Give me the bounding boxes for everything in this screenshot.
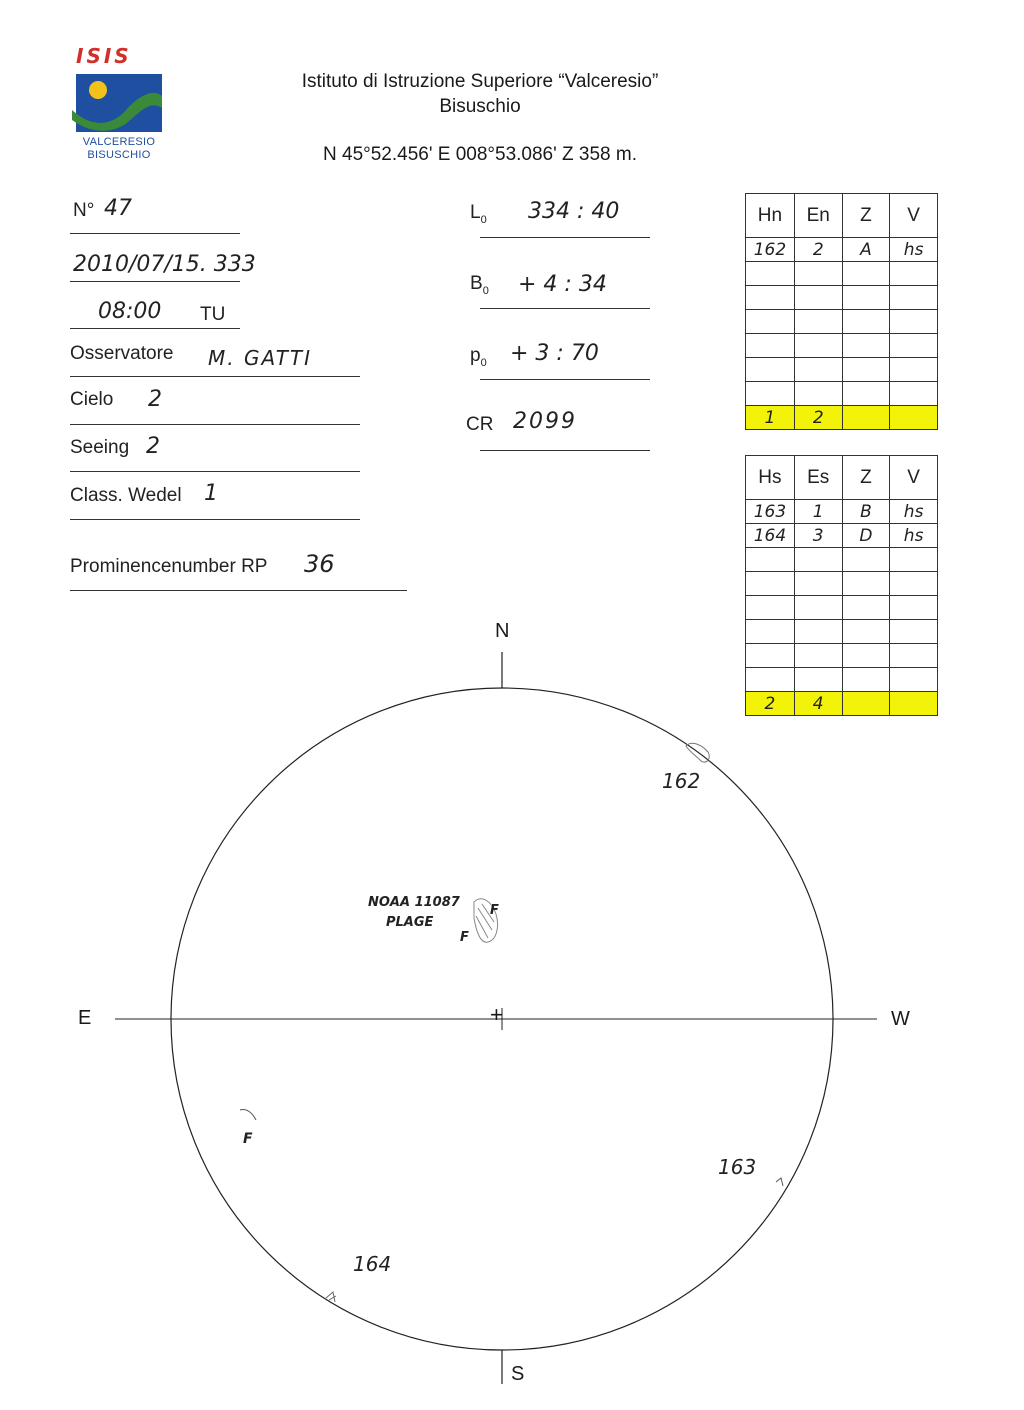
total-groups: 2 xyxy=(746,692,795,716)
time-unit: TU xyxy=(200,304,226,325)
header-z: Z xyxy=(842,456,890,500)
facula-mark: F xyxy=(460,930,469,945)
facula-sketch xyxy=(240,1109,256,1120)
header-hn: Hn xyxy=(746,194,795,238)
cell-count: 1 xyxy=(794,500,842,524)
header-hs: Hs xyxy=(746,456,795,500)
header-z: Z xyxy=(842,194,890,238)
total-count: 4 xyxy=(794,692,842,716)
town-name: Bisuschio xyxy=(439,96,521,117)
total-groups: 1 xyxy=(746,406,795,430)
west-label: W xyxy=(891,1008,910,1030)
header-v: V xyxy=(890,194,938,238)
north-label: N xyxy=(495,620,510,642)
cell-group: 162 xyxy=(746,238,795,262)
header-v: V xyxy=(890,456,938,500)
logo-name-line2: BISUSCHIO xyxy=(87,149,151,161)
time-value: 08:00 xyxy=(98,299,162,324)
wedel-label: Class. Wedel xyxy=(70,485,182,506)
cr-value: 2099 xyxy=(513,409,577,434)
sky-label: Cielo xyxy=(70,389,114,410)
institute-name: Istituto di Istruzione Superiore “Valceresio” xyxy=(301,71,659,92)
date-value: 2010/07/15. 333 xyxy=(73,252,256,277)
cell-count: 2 xyxy=(794,238,842,262)
rp-label: Prominencenumber RP xyxy=(70,556,268,577)
seeing-label: Seeing xyxy=(70,437,130,458)
total-count: 2 xyxy=(794,406,842,430)
observer-label: Osservatore xyxy=(70,343,174,364)
prominence-163-label: 163 xyxy=(718,1155,757,1179)
east-label: E xyxy=(78,1007,92,1029)
cell-zone: D xyxy=(842,524,890,548)
cell-type: hs xyxy=(890,238,938,262)
p0-label: $p_0$ xyxy=(470,345,487,369)
prominence-163-sketch xyxy=(776,1178,783,1186)
p0-value: + 3 : 70 xyxy=(510,341,599,366)
prominence-162-label: 162 xyxy=(662,769,701,793)
south-label: S xyxy=(511,1363,525,1385)
observatory-coordinates: N 45°52.456' E 008°53.086' Z 358 m. xyxy=(323,144,637,165)
cell-type: hs xyxy=(890,500,938,524)
b0-label: $B_0$ xyxy=(470,273,489,297)
header-en: En xyxy=(794,194,842,238)
l0-label: $L_0$ xyxy=(470,202,487,226)
cell-count: 3 xyxy=(794,524,842,548)
region-label-plage: PLAGE xyxy=(386,915,434,930)
sky-value: 2 xyxy=(148,387,162,412)
facula-mark: F xyxy=(490,903,499,918)
number-value: 47 xyxy=(104,196,132,221)
cr-label: CR xyxy=(466,414,494,435)
logo-word: ISIS xyxy=(76,44,132,68)
observer-value: M. GATTI xyxy=(208,346,313,370)
cell-zone: B xyxy=(842,500,890,524)
facula-mark: F xyxy=(243,1131,253,1147)
cell-zone: A xyxy=(842,238,890,262)
b0-value: + 4 : 34 xyxy=(518,272,607,297)
number-label: N° xyxy=(73,200,95,221)
rp-value: 36 xyxy=(304,550,335,578)
seeing-value: 2 xyxy=(146,434,160,459)
disk-center-cross: + xyxy=(490,1002,503,1027)
prominence-164-label: 164 xyxy=(353,1252,392,1276)
cell-type: hs xyxy=(890,524,938,548)
cell-group: 164 xyxy=(746,524,795,548)
logo-name-line1: VALCERESIO xyxy=(82,136,156,148)
cell-group: 163 xyxy=(746,500,795,524)
header-es: Es xyxy=(794,456,842,500)
region-label-noaa: NOAA 11087 xyxy=(368,895,460,910)
l0-value: 334 : 40 xyxy=(528,199,620,224)
wedel-value: 1 xyxy=(204,481,218,506)
